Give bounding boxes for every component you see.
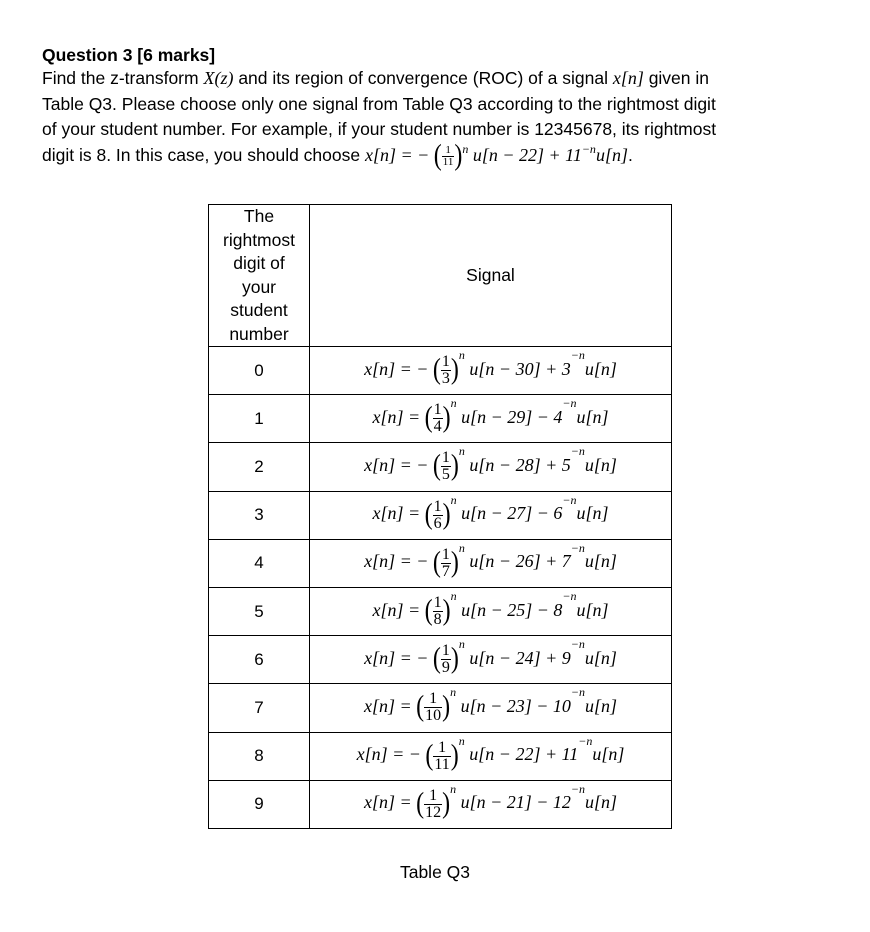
- digit-cell: 3: [209, 491, 310, 539]
- signal-cell: [310, 732, 672, 780]
- signal-formula: x[n] = ( $\frac{1}{4}$ )$^n$ $u[n - 29] - 4^{-n}u[n]$: [372, 396, 609, 436]
- digit-cell: 0: [209, 347, 310, 395]
- signal-formula: x[n] = ( $\frac{1}{12}$ )$^n$ $u[n - 21] - 12^{-n}u[n]$: [363, 781, 618, 821]
- digit-cell: 6: [209, 636, 310, 684]
- signal-cell: [310, 684, 672, 732]
- signal-formula: x[n] = ( $\frac{1}{10}$ )$^n$ $u[n - 23] - 10^{-n}u[n]$: [363, 685, 618, 725]
- table-row: [209, 587, 672, 635]
- signal-cell: [310, 443, 672, 491]
- signal-formula: x[n] = − ( $\frac{1}{3}$ )$^n$ $u[n - 30] + 3^{-n}u[n]$: [364, 348, 617, 388]
- question-block: [42, 44, 842, 172]
- table-caption: Table Q3: [399, 862, 471, 882]
- question-title: Question 3 [6 marks]: [42, 45, 216, 65]
- table-row: [209, 684, 672, 732]
- digit-cell: 5: [209, 587, 310, 635]
- signal-cell: [310, 780, 672, 828]
- signal-formula: x[n] = ( $\frac{1}{8}$ )$^n$ $u[n - 25] - 8^{-n}u[n]$: [372, 589, 609, 629]
- table-row: [209, 443, 672, 491]
- math-xn: x[n]: [612, 68, 644, 88]
- question-text: [42, 66, 842, 172]
- signal-cell: [310, 587, 672, 635]
- table-header-row: [209, 205, 672, 347]
- digit-cell: 9: [209, 780, 310, 828]
- signal-cell: [310, 539, 672, 587]
- table-row: [209, 636, 672, 684]
- digit-cell: 1: [209, 395, 310, 443]
- signal-cell: [310, 395, 672, 443]
- digit-cell: 2: [209, 443, 310, 491]
- table-row: [209, 539, 672, 587]
- question-line-4: digit is 8. In this case, you should choose x[n] = − ( $\frac{1}{11}$ )$^n$ $u[n - 22] + 11^{-n}u[n]$.: [42, 139, 633, 172]
- signal-table: [208, 204, 672, 829]
- signal-formula: x[n] = − ( $\frac{1}{9}$ )$^n$ $u[n - 24] + 9^{-n}u[n]$: [364, 637, 617, 677]
- header-signal-cell: Signal: [310, 205, 672, 347]
- digit-cell: 8: [209, 732, 310, 780]
- digit-cell: 7: [209, 684, 310, 732]
- signal-cell: [310, 347, 672, 395]
- question-line-3: of your student number. For example, if your student number is 12345678, its rightmost: [42, 119, 717, 139]
- signal-formula: x[n] = − ( $\frac{1}{7}$ )$^n$ $u[n - 26] + 7^{-n}u[n]$: [364, 540, 617, 580]
- table-row: [209, 395, 672, 443]
- math-Xz: X(z): [203, 68, 234, 88]
- signal-formula: x[n] = ( $\frac{1}{6}$ )$^n$ $u[n - 27] - 6^{-n}u[n]$: [372, 492, 609, 532]
- signal-formula: x[n] = − ( $\frac{1}{5}$ )$^n$ $u[n - 28] + 5^{-n}u[n]$: [364, 444, 617, 484]
- signal-cell: [310, 636, 672, 684]
- table-row: [209, 732, 672, 780]
- signal-formula: x[n] = − ( $\frac{1}{11}$ )$^n$ $u[n - 22] + 11^{-n}u[n]$: [356, 733, 625, 773]
- header-digit-cell: The rightmost digit of your student number: [209, 205, 310, 347]
- question-line-2: Table Q3. Please choose only one signal from Table Q3 according to the rightmost digit: [42, 93, 716, 114]
- signal-cell: [310, 491, 672, 539]
- table-row: [209, 491, 672, 539]
- table-row: [209, 780, 672, 828]
- table-row: [209, 347, 672, 395]
- question-line-1: Find the z-transform X(z) and its region of convergence (ROC) of a signal x[n] given in: [42, 68, 710, 88]
- digit-cell: 4: [209, 539, 310, 587]
- example-formula: x[n] = − ( $\frac{1}{11}$ )$^n$ $u[n - 22] + 11^{-n}u[n]$: [364, 139, 628, 172]
